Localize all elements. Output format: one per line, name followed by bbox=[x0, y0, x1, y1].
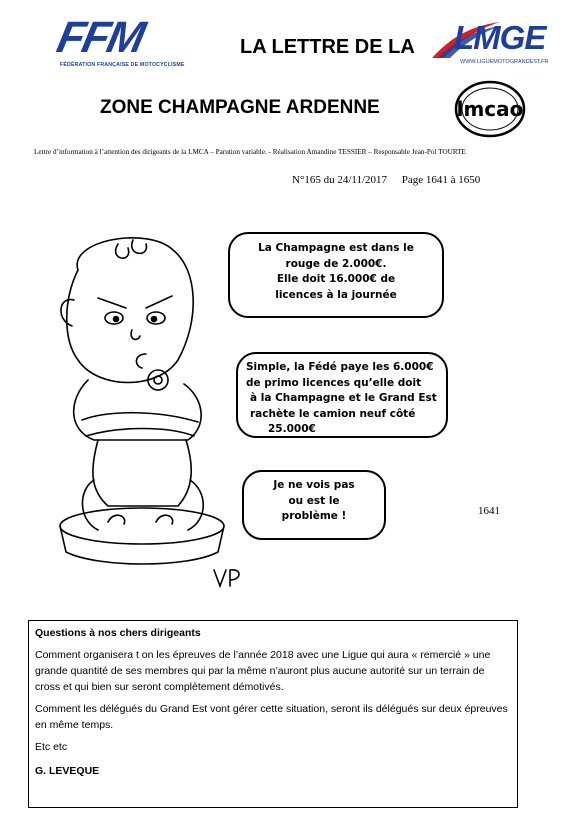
lmge-logo bbox=[430, 18, 570, 70]
bubble-2-line: à la Champagne et le Grand Est bbox=[250, 392, 437, 404]
bubble-3-line: problème ! bbox=[281, 510, 347, 522]
ffm-logo-subtext: FÉDÉRATION FRANÇAISE DE MOTOCYCLISME bbox=[60, 62, 185, 68]
bubble-2-line: 25.000€ bbox=[268, 423, 316, 435]
page-number: 1641 bbox=[478, 505, 500, 517]
ffm-logo-text: FFM bbox=[52, 13, 148, 62]
ffm-logo bbox=[52, 13, 214, 72]
bubble-2-line: rachète le camion neuf côté bbox=[250, 407, 416, 420]
lmge-logo-url: WWW.LIGUEMOTOGRANDEST.FR bbox=[460, 59, 549, 65]
issue-number: N°165 du 24/11/2017 bbox=[292, 174, 388, 186]
lmca-logo bbox=[450, 78, 528, 140]
zone-title: ZONE CHAMPAGNE ARDENNE bbox=[100, 97, 380, 118]
lettre-title: LA LETTRE DE LA bbox=[240, 36, 415, 58]
bubble-2-line: de primo licences qu’elle doit bbox=[246, 376, 422, 389]
questions-etc: Etc etc bbox=[35, 741, 68, 753]
bubble-1-line: rouge de 2.000€. bbox=[285, 257, 387, 270]
bubble-1-line: licences à la journée bbox=[275, 288, 397, 301]
lmca-emblem-icon bbox=[450, 78, 528, 140]
questions-signature: G. LEVEQUE bbox=[35, 765, 100, 777]
bubble-1-line: La Champagne est dans le bbox=[258, 242, 414, 254]
questions-box bbox=[28, 620, 518, 808]
bubble-3-line: Je ne vois pas bbox=[273, 479, 355, 491]
issue-line bbox=[292, 174, 492, 186]
speech-bubble-1 bbox=[228, 232, 444, 318]
bubble-3-line: ou est le bbox=[288, 494, 340, 507]
issue-pages: Page 1641 à 1650 bbox=[401, 174, 481, 186]
questions-paragraph-2: Comment les délégués du Grand Est vont gérer cette situation, seront ils délégués sur deux épreuves en même temps. bbox=[35, 703, 508, 731]
info-line: Lettre d’information à l’attention des dirigeants de la LMCA – Parution variable. - Réalisation Amandine TESSIER – Responsable Jean-Pol TOURTE bbox=[34, 148, 466, 156]
speech-bubble-3 bbox=[242, 470, 386, 540]
lmge-logo-text: LMGE bbox=[454, 19, 546, 56]
bubble-1-line: Elle doit 16.000€ de bbox=[276, 273, 396, 285]
baby-cartoon-illustration bbox=[38, 230, 248, 590]
speech-bubble-2 bbox=[236, 352, 448, 438]
questions-paragraph-1: Comment organisera t on les épreuves de l’année 2018 avec une Ligue qui aura « remercié » une grande quantité de ses membres qui par la même n’auront plus aucune autorité sur un terrain de cross et qui bien sur seront complètement démotivés. bbox=[35, 649, 491, 693]
bubble-2-line: Simple, la Fédé paye les 6.000€ bbox=[246, 361, 434, 373]
questions-heading: Questions à nos chers dirigeants bbox=[35, 627, 201, 639]
lmca-logo-text: lmcao bbox=[456, 97, 524, 121]
